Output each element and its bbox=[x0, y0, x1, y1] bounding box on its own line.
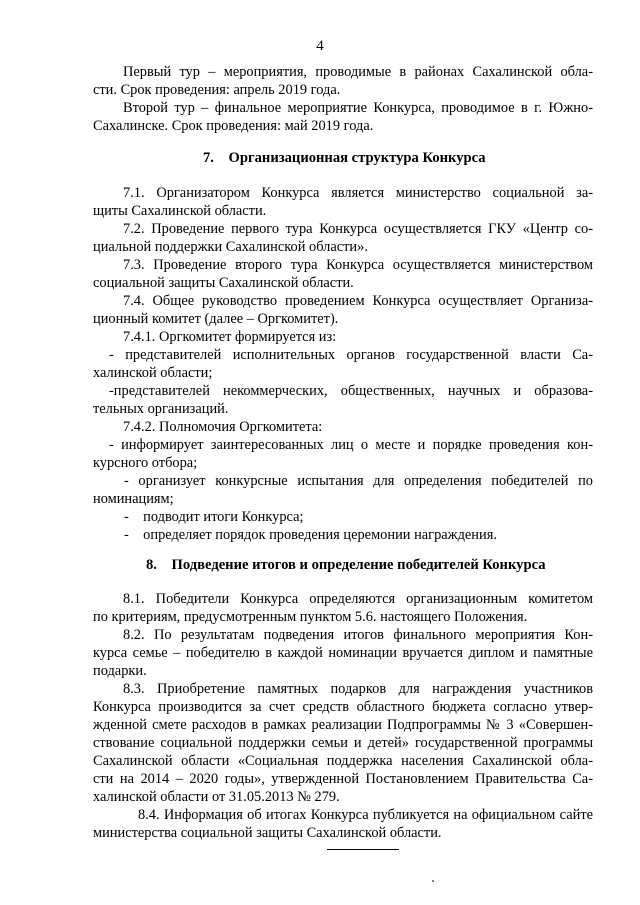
text-line: Первый тур – мероприятия, проводимые в районах Сахалинской обла- bbox=[123, 64, 593, 80]
text-line: 7.4.1. Оргкомитет формируется из: bbox=[123, 329, 337, 345]
text-line: 7.4.2. Полномочия Оргкомитета: bbox=[123, 419, 323, 435]
text-line: 8.3. Приобретение памятных подарков для награждения участников bbox=[123, 681, 593, 697]
text-line: социальной защиты Сахалинской области. bbox=[93, 275, 354, 291]
list-item: -представителей некоммерческих, общественных, научных и образова- bbox=[109, 383, 593, 399]
text-line: халинской области; bbox=[93, 365, 213, 381]
text-line: 8.4. Информация об итогах Конкурса публикуется на официальном сайте bbox=[138, 807, 593, 823]
text-line: министерства социальной защиты Сахалинской области. bbox=[93, 825, 442, 841]
text-line: 7.2. Проведение первого тура Конкурса осуществляется ГКУ «Центр со- bbox=[123, 221, 593, 237]
text-line: номинациям; bbox=[93, 491, 174, 507]
text-line: Сахалинской области «Социальная поддержка населения Сахалинской обла- bbox=[93, 753, 593, 769]
text-line: 7.3. Проведение второго тура Конкурса осуществляется министерством bbox=[123, 257, 593, 273]
text-line: ствование социальной поддержки семьи и детей» государственной программы bbox=[93, 735, 593, 751]
page-number: 4 bbox=[316, 38, 324, 54]
text-line: 8.2. По результатам подведения итогов финального мероприятия Кон- bbox=[123, 627, 593, 643]
text-line: 8.1. Победители Конкурса определяются организационным комитетом bbox=[123, 591, 593, 607]
text-line: 7.1. Организатором Конкурса является министерство социальной за- bbox=[123, 185, 593, 201]
list-item: - организует конкурсные испытания для определения победителей по bbox=[124, 473, 593, 489]
text-line: курса семье – победителю в каждой номинации вручается диплом и памятные bbox=[93, 645, 593, 661]
text-line: Сахалинске. Срок проведения: май 2019 года. bbox=[93, 118, 374, 134]
text-line: щиты Сахалинской области. bbox=[93, 203, 267, 219]
text-line: ционный комитет (далее – Оргкомитет). bbox=[93, 311, 339, 327]
text-line: Конкурса производится за счет средств областного бюджета согласно утвер- bbox=[93, 699, 593, 715]
text-line: жденной смете расходов в рамках реализации Подпрограммы № 3 «Совершен- bbox=[93, 717, 593, 733]
section-heading-7: 7. Организационная структура Конкурса bbox=[203, 150, 486, 166]
text-line: сти. Срок проведения: апрель 2019 года. bbox=[93, 82, 341, 98]
text-line: по критериям, предусмотренным пунктом 5.6. настоящего Положения. bbox=[93, 609, 528, 625]
text-line: подарки. bbox=[93, 663, 147, 679]
text-line: циальной поддержки Сахалинской области». bbox=[93, 239, 368, 255]
list-item: - определяет порядок проведения церемонии награждения. bbox=[124, 527, 497, 543]
list-item: - информирует заинтересованных лиц о месте и порядке проведения кон- bbox=[109, 437, 593, 453]
closing-rule bbox=[327, 849, 399, 850]
text-line: халинской области от 31.05.2013 № 279. bbox=[93, 789, 340, 805]
scan-speck bbox=[432, 880, 434, 882]
section-heading-8: 8. Подведение итогов и определение победителей Конкурса bbox=[146, 557, 546, 573]
text-line: сти на 2014 – 2020 годы», утвержденной Постановлением Правительства Са- bbox=[93, 771, 593, 787]
text-line: Второй тур – финальное мероприятие Конкурса, проводимое в г. Южно- bbox=[123, 100, 593, 116]
list-item: - подводит итоги Конкурса; bbox=[124, 509, 304, 525]
text-line: тельных организаций. bbox=[93, 401, 229, 417]
list-item: - представителей исполнительных органов государственной власти Са- bbox=[109, 347, 593, 363]
text-line: 7.4. Общее руководство проведением Конкурса осуществляет Организа- bbox=[123, 293, 593, 309]
text-line: курсного отбора; bbox=[93, 455, 198, 471]
